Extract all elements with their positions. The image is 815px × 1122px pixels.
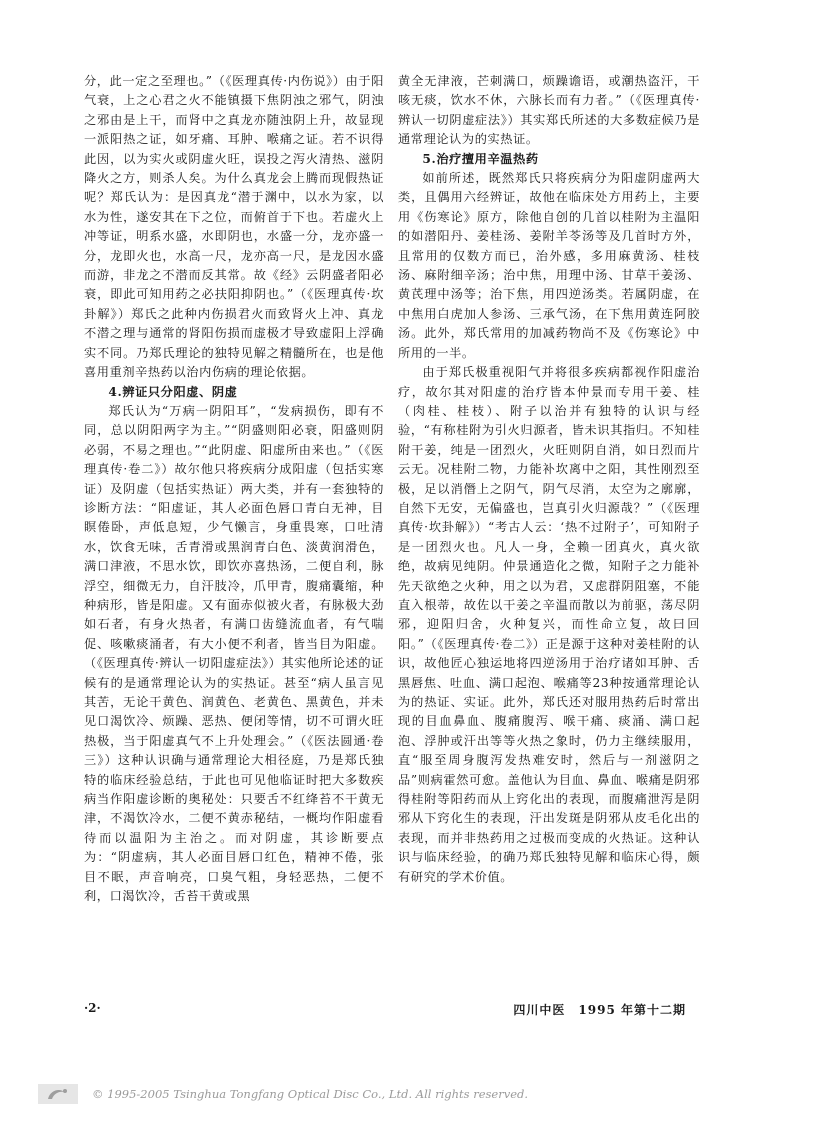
body-paragraph: 由于郑氏极重视阳气并将很多疾病都视作阳虚治疗，故尔其对阳虚的治疗皆本仲景而专用干姜、桂（肉桂、桂枝）、附子以治并有独特的认识与经验，“有称桂附为引火归源者，皆未识其指归。不知桂附干姜，纯是一团烈火，火旺则阴自消，如日烈而片云无。况桂附二物，力能补坎离中之阳，其性刚烈至极，足以消僭上之阴气，阴气尽消，太空为之廓廓，自然下无安，无偏盛也，岂真引火归源哉？”（《医理真传·坎卦解》）“考古人云：‘热不过附子’，可知附子是一团烈火也。凡人一身，全赖一团真火，真火欲绝，故病见纯阴。仲景通造化之微，知附子之力能补先天欲绝之火种，用之以为君，又虑群阴阻塞，不能直入根蒂，故佐以干姜之辛温而散以为前驱，荡尽阴邪，迎阳归舍，火种复兴，而性命立复，故曰回阳。”（《医理真传·卷二》）正是源于这种对姜桂附的认识，故他匠心独运地将四逆汤用于治疗诸如耳肿、舌黑唇焦、吐血、满口起泡、喉痛等23种按通常理论认为的热证、实证。此外，郑氏还对服用热药后时常出现的目血鼻血、腹痛腹泻、喉干痛、痰涌、满口起泡、浮肿或汗出等等火热之象时，仍力主继续服用，直“服至周身腹泻发热难安时，然后与一剂滋阴之品”则病霍然可愈。盖他认为目血、鼻血、喉痛是阴邪得桂附等阳药而从上窍化出的表现，而腹痛泄泻是阴邪从下窍化生的表现，汗出发斑是阴邪从皮毛化出的表现，而并非热药用之过极而变成的火热证。这种认识与临床经验，的确乃郑氏独特见解和临床心得，颇有研究的学术价值。 <box>398 365 700 884</box>
page-footer <box>84 1001 704 1023</box>
cnki-logo-icon <box>38 1084 78 1104</box>
body-paragraph: 郑氏认为“万病一阴阳耳”，“发病损伤，即有不同，总以阴阳两字为主。”“阴盛则阳必衰，阳盛则阴必弱，不易之理也。”“此阴虚、阳虚所由来也。”（《医理真传·卷二》）故尔他只将疾病分成阳虚（包括实寒证）及阴虚（包括实热证）两大类，并有一套独特的诊断方法：“阳虚证，其人必面色唇口青白无神，目瞑倦卧，声低息短，少气懒言，身重畏寒，口吐清水，饮食无味，舌青滑或黑润青白色、淡黄润滑色，满口津液，不思水饮，即饮亦喜热汤，二便自利，脉浮空，细微无力，自汗肢冷，爪甲青，腹痛囊缩，种种病形，皆是阳虚。又有面赤似被火者，有脉极大劲如石者，有身火热者，有满口齿缝流血者，有气喘促、咳嗽痰涌者，有大小便不利者，皆当目为阳虚。（《医理真传·辨认一切阳虚症法》）其实他所论述的证候有的是通常理论认为的实热证。甚至“病人虽言见其苦，无论干黄色、润黄色、老黄色、黑黄色，并未见口渴饮冷、烦躁、恶热、便闭等情，切不可谓火旺热极，当于阳虚真气不上升处理会。”（《医法圆通·卷三》）这种认识确与通常理论大相径庭，乃是郑氏独特的临床经验总结，于此也可见他临证时把大多数疾病当作阳虚诊断的奥秘处：只要舌不红绛苔不干黄无津，不渴饮冷水，二便不黄赤秘结，一概均作阳虚看待而以温阳为主治之。而对阴虚，其诊断要点为：“阴虚病，其人必面目唇口红色，精神不倦，张目不眠，声音响亮，口臭气粗，身轻恶热，二便不利，口渴饮冷，舌苔干黄或黑 <box>84 403 384 904</box>
right-column <box>398 72 700 887</box>
section-heading: 5.治疗擅用辛温热药 <box>422 151 539 166</box>
journal-issue: 四川中医 1995 年第十二期 <box>513 1003 686 1017</box>
body-paragraph: 分，此一定之至理也。”（《医理真传·内伤说》）由于阳气衰，上之心君之火不能镇摄下焦阴浊之邪气，阴浊之邪由是上干，而肾中之真龙亦随浊阴上升，故显现一派阳热之证，如牙痛、耳肿、喉痛之证。若不识得此因，以为实火或阴虚火旺，误投之泻火清热、滋阴降火之方，则杀人矣。为什么真龙会上腾而现假热证呢？郑氏认为：是因真龙“潜于渊中，以水为家，以水为性，遂安其在下之位，而俯首于下也。若虚火上冲等证，明系水盛，水即阴也，水盛一分，龙亦盛一分，龙即火也，水高一尺，龙亦高一尺，是龙因水盛而游，非龙之不潜而反其常。故《经》云阴盛者阳必衰，即此可知用药之必扶阳抑阴也。”（《医理真传·坎卦解》）郑氏之此种内伤损君火而致肾火上冲、真龙不潜之理与通常的肾阳伤损而虚极才导致虚阳上浮确实不同。乃郑氏理论的独特见解之精髓所在，也是他喜用重剂辛热药以治内伤病的理论依据。 <box>84 74 384 380</box>
copyright-bar <box>38 1084 638 1106</box>
copyright-text: © 1995-2005 Tsinghua Tongfang Optical Disc Co., Ltd. All rights reserved. <box>92 1087 529 1101</box>
left-column <box>84 72 384 906</box>
section-heading: 4.辨证只分阳虚、阴虚 <box>108 384 238 399</box>
body-paragraph: 如前所述，既然郑氏只将疾病分为阳虚阴虚两大类，且偶用六经辨证，故他在临床处方用药上，主要用《伤寒论》原方，除他自创的几首以桂附为主温阳的如潜阳丹、姜桂汤、姜附羊苓汤等及几首时方外，且常用的仅数方而已，治外感，多用麻黄汤、桂枝汤、麻附细辛汤；治中焦，用理中汤、甘草干姜汤、黄芪理中汤等；治下焦，用四逆汤类。若属阴虚，在中焦用白虎加人参汤、三承气汤，在下焦用黄连阿胶汤。此外，郑氏常用的加减药物尚不及《伤寒论》中所用的一半。 <box>398 171 700 360</box>
body-paragraph: 黄全无津液，芒刺满口，烦躁谵语，或潮热盗汗，干咳无痰，饮水不休，六脉长而有力者。”（《医理真传·辨认一切阴虚症法》）其实郑氏所述的大多数症候乃是通常理论认为的实热证。 <box>398 74 700 147</box>
page-number: ·2· <box>84 1001 101 1015</box>
